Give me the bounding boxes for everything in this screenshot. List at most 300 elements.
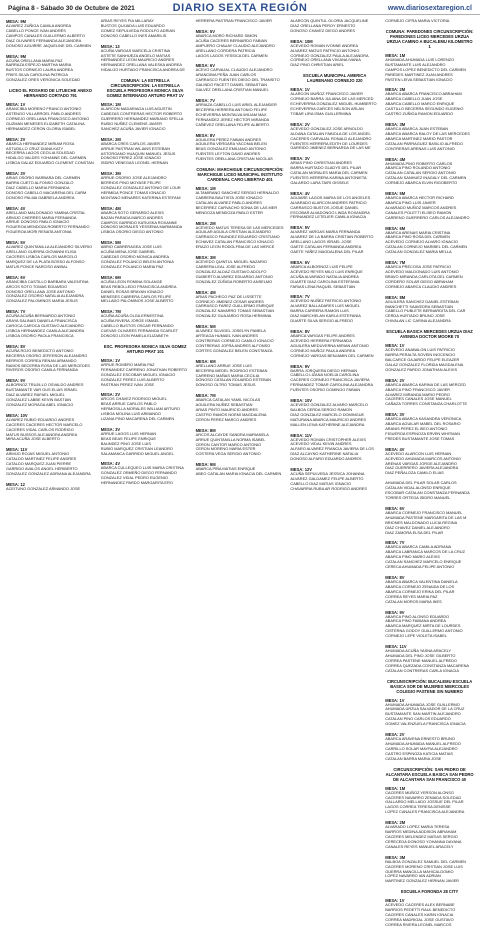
member-name: AHUMADA AHUMADA JOSE GUILLERMO	[385, 701, 460, 707]
page-header	[0, 0, 480, 15]
member-name: ARANCIBIA MORENO FRANCO ANTONIO	[6, 106, 82, 112]
member-name: CARRILLO SOLAR MAYRA ALEJANDRO	[385, 745, 458, 751]
member-name: DUARTE SILVA SERGIO ALFREDO	[290, 318, 354, 324]
mesa-label: MESA: 4V	[100, 461, 121, 467]
member-name: ALFARO ALVAREZ FRANCIA JAVIERA DE LOS	[290, 446, 374, 452]
mesa-label: MESA: 1M	[385, 52, 406, 58]
member-name: LISBOA OSORIO DIEGO ANTONIO	[100, 229, 164, 235]
member-name: ABARCA PINO ALONSO EDUARDO	[385, 613, 450, 619]
mesa-block	[290, 191, 379, 221]
member-name: BIANCHETTI SAAVEDRA SEBASTIAN	[385, 303, 454, 309]
member-name: DANIEL ROSAS BRAYAN IGNACIO	[100, 288, 164, 294]
mesa-label: MESA: 2M	[385, 87, 406, 93]
member-name: CONTRERAS JOFRA ANDRES ALFONSO	[195, 342, 271, 348]
member-name: ACUÑA LEON ROMINA SOLANGE	[100, 278, 163, 284]
member-name: ABARCA ARAVENA ERNESTO BRUNO	[385, 736, 455, 742]
member-name: AHUMADA AHUMADA MANUEL ALFREDO	[385, 741, 461, 746]
member-name: LOPEZ NAVARRO IAN ADRIAN	[385, 873, 441, 879]
mesa-block	[196, 393, 285, 423]
member-name: FREDES BUSTAMANTE JOSE TOMAS	[385, 435, 455, 441]
member-name: GONZALEZ ZÚÑIGA ROBERTO ANSELMO	[195, 278, 273, 284]
mesa-label: MESA: 6M	[385, 225, 406, 231]
member-name: ABARCA CABELLO JUAN JOSE	[385, 96, 443, 102]
member-name: MONTANO MENARES KATERINA ESTEFANI	[100, 194, 181, 200]
member-name: ALVAREZ DE LA BARRA CRISTIAN ROBERTO	[290, 234, 374, 240]
member-name: DONOSO MORALES YESSENIA MARMANDA	[100, 224, 183, 230]
member-name: ALVAREZ MIRANDA MARIO PEDRO	[385, 391, 450, 397]
mesa-block	[290, 467, 379, 492]
member-name: AHUMADA PINO ROBERTO CARLOS	[385, 160, 453, 166]
member-name: ARCOS ALCAYDE SANDRA MARIANELA	[195, 431, 269, 437]
member-name: ACUÑA SEPULVEDA JESSICA JOHANNA	[290, 471, 365, 477]
member-name: LISBOA GALAZ EDUARDO CLEMENT CONSTAN	[6, 160, 94, 166]
mesa-label: MESA: 3V	[6, 171, 26, 177]
member-name: BALCARCE GAJARDO FELIPE ELEAZER	[385, 356, 460, 362]
mesa-label: MESA: 1V	[385, 697, 405, 703]
member-name: ALVAREZ VARGAS MARIA FERNANDA	[290, 229, 361, 235]
member-name: ABARCA SOTO GERARDO ALEXIS	[100, 209, 164, 215]
mesa-block	[6, 482, 95, 492]
member-name: AHUMADA AHUMADA LUIS LORENZO	[385, 56, 455, 62]
mesa-block	[290, 87, 379, 117]
mesa-label: MESA: 11V	[385, 644, 407, 650]
member-name: BERRIOS CORREA RENAN ARMANDO	[6, 357, 77, 363]
member-name: ABARCA CULLEQUEO LUIS MARIA CRISTINA	[100, 465, 184, 471]
mesa-block	[385, 540, 474, 570]
member-name: GONZALEZ PARDO JONATHAN ALEXIS	[385, 366, 458, 372]
mesa-label: MESA: 9M	[6, 53, 27, 59]
member-name: ARRUE LAGOS LUIS HERNAN	[100, 430, 157, 436]
mesa-block	[385, 378, 474, 408]
member-name: ACUÑA ACUÑA OLGA ERNESTINA	[100, 313, 164, 319]
member-name: ACEVEDO ROMAN CRISTOPHER ALEXIS	[290, 436, 366, 442]
member-name: ARRIAZA CABELLO LUIS ARIEL ALEJANDER	[195, 101, 277, 107]
mesa-label: MESA: 5V	[290, 225, 310, 231]
member-name: FIGUEROA MORI RENATA ANTONIA	[6, 229, 72, 235]
member-name: TORRES ORTEGA ISIDRO MANUEL	[385, 495, 451, 500]
member-name: CABELLO LIZANA NOELIA CAROLINA	[290, 372, 359, 378]
member-name: CANALES POLETTI ELISEO RAMON	[385, 209, 452, 215]
mesa-block	[196, 29, 285, 59]
member-name: ACEVEDO REYES MILO LUIS ENRIQUE	[290, 268, 363, 274]
mesa-block	[385, 157, 474, 187]
member-name: ARRUE ROMERO MARIA PAZ	[100, 361, 155, 367]
member-name: DONOSO PEREZ JOSE IGNACIO	[100, 155, 161, 161]
mesa-block	[290, 364, 379, 394]
member-name: ABARCA CABELLO MARCO ENRIQUE	[385, 101, 455, 107]
mesa-label: MESA: 1V	[290, 87, 310, 93]
text-column-4	[290, 19, 379, 933]
member-name: RIVEROS OSORIO CAMILA FERNANDA	[6, 367, 78, 373]
mesa-label: MESA: 2M	[385, 820, 406, 826]
member-name: CABELLO PUBLETE BERNARDITA DEL CAR	[385, 308, 466, 314]
member-name: GONZALEZ POLANCO BELEN ANTONIA	[100, 259, 174, 264]
member-name: AGUILAR AGUILA CRISTIAN ALEJANDRO	[195, 229, 272, 235]
member-name: ARRUE OSORIO JOSE ALEJANDRO	[100, 175, 167, 181]
mesa-label: MESA: 9V	[290, 363, 310, 369]
member-name: BECERRA HERRERA ANTONIO FELIPE	[195, 106, 268, 112]
member-name: ACEITUNO GONZALEZ ARMANDO JOSE	[6, 485, 81, 491]
mesa-label: MESA: 7M	[195, 393, 216, 399]
member-name: CORREA MADRIGAL JOSE GUSTAVO	[385, 916, 454, 922]
member-name: BEAS ARRUE CARLOS PABLO	[100, 401, 157, 407]
member-name: BEAS BEAS FELIPE ENRIQUE	[100, 435, 156, 441]
member-name: ECHAVEZ CATALAN FRANCISCO IGNACIO	[195, 239, 274, 245]
member-name: CORNEJO VARGAS BENJAMIN DEL CARMEN	[290, 352, 374, 358]
member-name: ABARCA CATALAN YAMIL NICOLAS	[195, 397, 261, 403]
member-name: CATALAN BARRA MARIA JOSE	[385, 755, 442, 761]
member-name: CACERES VIDAL CARLOS RODRIGO	[6, 426, 74, 432]
member-name: CERON PEREZ MARCO ANDRES	[195, 416, 257, 422]
mesa-label: MESA: 2M	[100, 136, 121, 142]
member-name: AGUIARE LAGOS MARIA DE LOS ANGELES	[290, 194, 371, 200]
member-name: PASTEN LEIVA SEBASTIAN IGNACIO	[385, 76, 453, 82]
mesa-label: MESA: 8V	[6, 343, 26, 349]
member-name: AHUMADA ACUÑA YASNA ARACELY	[385, 648, 452, 654]
mesa-block	[290, 122, 379, 152]
member-name: DIAZ ALVAREZ RAFAEL MIGUEL	[6, 392, 65, 398]
member-name: ALVAREZ SILVIGEL JOSELYN PAMELA	[195, 328, 266, 334]
member-name: ALVAREZ QUINTANILLA ALEJANDRO SILVERIO	[6, 244, 93, 250]
mesa-block	[6, 344, 95, 374]
mesa-block	[6, 309, 95, 339]
member-name: ALVAREZ BALLADARES LUIS MIGUEL	[290, 303, 360, 309]
mesa-label: MESA: 5M	[385, 191, 406, 197]
member-name: MALLEN LEIVA KATHERINE ALEJANDRA	[290, 421, 365, 427]
member-name: LISBOA OSORIO PAOLA FRANCISCA	[6, 332, 74, 338]
mesa-label: MESA: 4V	[6, 205, 26, 211]
mesa-block	[101, 44, 190, 74]
member-name: LISBOA MOLINA LUIS ARMANDO	[100, 411, 161, 417]
member-name: LAGOS CORREA TERESA DENISSE	[385, 804, 451, 810]
member-name: GONZALEZ LABBE KEVIN BASTIAN	[6, 397, 72, 403]
member-name: DONOSO ALFARO EDUARDO ANDRES	[290, 456, 362, 462]
mesa-block	[196, 255, 285, 285]
member-name: CACERES CACERES HECTOR MARCELO	[6, 421, 83, 427]
member-name: ARMIJO ROJAS MIGUEL ANTONIO	[6, 451, 70, 457]
mesa-label: MESA: 2V	[290, 121, 310, 127]
member-name: ALVARADO LOPEZ MARIA TERESA	[385, 824, 450, 830]
mesa-block	[196, 359, 285, 389]
mesa-label: MESA: 1M	[385, 785, 406, 791]
member-name: AMPUERO CHAUAY CLAUDIO ALEJANDRO	[195, 42, 275, 48]
member-name: SALAMANCA GARRIDO MIGUEL ANGEL	[100, 450, 174, 456]
member-name: ABARCA ABARCA HECTOR RICHARD	[385, 195, 454, 201]
member-name: CAÑAZA TORRES CONSTANZA CHARLOTTE	[385, 401, 468, 407]
member-name: DONOSO OLTRO TOMAS JESUS	[195, 382, 256, 388]
member-name: CORTES GONZALEZ BELEN CONSTANZA	[195, 347, 273, 353]
member-name: CARRENO MAÑAS MARIA CECILIA	[195, 372, 260, 378]
member-name: ABARCA ABARCA KASANDRA VERONICA	[385, 416, 462, 422]
member-name: HERMIDA PONCE TOMAS IGNACIO	[100, 189, 166, 195]
member-name: ABARCA PRECOSA JOSE PATRICIO	[385, 264, 451, 270]
member-name: GAETE CATALAN FERNANDA ANDREA	[290, 244, 362, 250]
mesa-block	[385, 481, 474, 501]
member-name: GONZALEZ GONZALEZ ADRIANA ALEJANDRA	[6, 471, 91, 476]
polling-place-heading: LICEO EL ROSARIO DE LITUECHE ANEXO HERNANDO CORTADO 791	[8, 88, 92, 99]
mesa-label: MESA: 7M	[100, 309, 121, 315]
member-name: CASTILLO BECERRA SEGUNDO EUGENIO	[385, 106, 464, 112]
member-name: CATALAN CONTRERAS CARLA IGNACIA	[385, 667, 459, 673]
member-name: CORREA QUEZADA CONSTANZA MACARENA	[385, 662, 469, 668]
mesa-block	[290, 433, 379, 463]
member-name: ABARCA ALBORNOZ LUIS FELIPE	[290, 263, 353, 269]
mesa-block	[6, 275, 95, 305]
member-name: MIRA ACUÑA JOSE ALBERTO	[6, 436, 60, 442]
polling-place-heading: CIRCUNSCRIPCIÓN: BUCALEMU ESCUELA BASICA SOR DE MUJERES MIERCOLES COLEGIO PASTENE SIN NUMERO	[386, 678, 473, 694]
member-name: FUENTES ORELLANA CRISTIAN NICOLAS	[195, 156, 273, 162]
member-name: GUERRERO HERNANDEZ MARIANO SFELLA	[100, 115, 184, 121]
member-name: ALBORNOZ TRUJILLO OSVALDO ANDRES	[6, 382, 84, 388]
member-name: HIDALGO HURTADO FRANCISCA ANDREA DE	[100, 67, 185, 73]
member-name: CASTRO ZUÑIGA RAMON EDUARDO	[385, 111, 454, 117]
member-name: CORNEJO ABARCA CLAUDIO ANDRES	[385, 283, 457, 289]
member-name: ACEVEDO MATUS TERESA DE LAS MERCEDES	[195, 224, 284, 230]
mesa-label: MESA: 10V	[290, 398, 313, 404]
member-name: DIAZ ZAMORA ELSA DEL PILAR	[385, 529, 444, 535]
member-name: ACEVEDO ALARCON LUIS HERNAN	[385, 450, 452, 456]
member-name: BALBOA CERDA SERGIO RAMON	[290, 406, 353, 412]
member-name: BARRAZA ESPEJO MARTHA MARIA	[6, 62, 72, 68]
member-name: ACEVEDO GONZALEZ ALVARO MARCELO	[290, 402, 368, 408]
mesa-block	[101, 206, 190, 236]
member-name: CACERES NAVARRO ZENAIDA SOLEDAD	[385, 794, 462, 800]
member-name: GOMEZ SEPULVEDA RODOLFO ADRIAN	[100, 27, 175, 33]
mesa-label: MESA: 3V	[385, 412, 405, 418]
mesa-label: MESA: 6M	[195, 358, 216, 364]
member-name: ACUÑA ROJO BENEDICTO ANTONIO	[6, 347, 74, 353]
member-name: CABEZAS CONTRERAS HECTOR ROBERTO	[100, 111, 183, 117]
mesa-block	[385, 898, 474, 928]
mesa-block	[196, 428, 285, 458]
member-name: ACEVEDO AHUMADA MARCOS ANTONIO	[385, 455, 461, 461]
polling-place-heading: COMUNA: PAREDONES CIRCUNSCRIPCIÓN: PAREDONES LICEO MERCEDES URZUA URZUA CAMINO A BUCALEMU KILOMETRO 1	[385, 28, 474, 49]
member-name: CATALAN SANHUEZ INAGALY DEL CARMEN	[385, 175, 467, 181]
member-name: BARRA HURTADO GLADYS DEL PILAR	[290, 165, 362, 171]
polling-place-heading: ESCUELA FORONDA 28 CITY	[400, 889, 459, 895]
mesa-block	[196, 63, 285, 93]
member-name: BALBOA GONZALEZ SAMUEL DEL CARMEN	[385, 858, 466, 864]
member-name: CAMPOS GARRIDO KATIUSKA ROXANNE	[100, 219, 178, 225]
member-name: LISBOA HERNANDEZ CAMILA ALEJANDRA	[6, 327, 85, 333]
member-name: DIAZ GUERRERO JAVIERA ALEJANDRA	[385, 465, 459, 471]
mesa-block	[6, 102, 95, 132]
member-name: DIAZ CABELLO MARIA FERNANDA	[6, 184, 70, 190]
member-name: CISTERNA GODOY GUILLERMO ANTONIO	[385, 628, 463, 634]
mesa-label: MESA: 7V	[385, 540, 405, 546]
mesa-block	[6, 137, 95, 167]
member-name: BARROS MEDINA ADDISON ABRAHAM	[385, 829, 457, 835]
mesa-block	[385, 506, 474, 536]
member-name: BAUNDEZ PINO JOSE LUIS	[100, 440, 151, 446]
member-name: CORNEJO GONZALEZ PAULA ALEJANDRA	[290, 52, 369, 58]
member-name: CATALAN PINO CARLOS EDUARDO	[385, 716, 451, 722]
member-name: DIAZ GONZALEZ MARCELO DOMINGUE	[290, 411, 365, 417]
member-name: CERON CANTOR MARCO ANTONIO	[195, 441, 262, 447]
member-name: ARELLANO GUERRA GIOVANNI ELISA	[6, 249, 77, 255]
member-name: MATURANA ABARCA MAURICIO ANDRES	[290, 416, 366, 422]
member-name: MATUS PONCE NARCISO ANIBAL	[6, 263, 68, 269]
member-name: ARRUE QUINTANILLA NORMA ISABEL	[195, 436, 266, 442]
mesa-block	[385, 855, 474, 885]
member-name: ARIAS PINTO MAURICIO ANDRES	[195, 407, 258, 413]
member-name: ERAZO LEON RODOLFINA DE LAS MERCE	[195, 244, 275, 250]
member-name: ARENAS VARGAS JORGE ALEJANDRO	[385, 460, 457, 466]
member-name: CATALDO MARQUEZ JUAN PIERRE	[6, 461, 72, 467]
member-name: ALARCON MADARIAGA LUIS AGUSTIN	[100, 106, 172, 112]
member-name: GONZALEZ POLANCO MARIA PAZ	[100, 263, 164, 269]
member-name: GONZALEZ GUAJARDO ROSA HERMINIA	[195, 313, 272, 319]
member-name: DIAZ ORELLANA PEROY ERNESTO	[290, 22, 356, 28]
member-name: CATALDO MARTINEZ FELIPE ANDRES	[6, 456, 77, 462]
member-name: ACEVEDO CORNEJO ALVARO IGNACIO	[385, 239, 458, 245]
mesa-block	[101, 392, 190, 422]
member-name: DUARTE DIAZ CAROLINA ESTEFANIA	[290, 278, 360, 284]
member-name: GUZMAN MENESES ELIZABETH CATALINA	[6, 120, 85, 126]
member-name: ARIAS OSORIO BARBARA DEL CARMEN	[6, 175, 81, 181]
member-name: GONZALEZ ORMEÑO DIEGO FERNANDO	[100, 470, 177, 476]
mesa-block	[385, 820, 474, 850]
member-name: CHIVALAN LIC CARINA ALEJANDRA	[385, 318, 451, 324]
member-name: BECERRA OSORIO JEFERSON ALEJANDRO	[6, 352, 88, 358]
mesa-block	[385, 786, 474, 816]
member-name: ABARCA ABARCA KARINA DE LAS MERCED	[385, 381, 466, 387]
member-name: ABARCA MARQUEZ MIRTA DE LOURDES	[385, 623, 461, 629]
mesa-block	[290, 19, 379, 34]
member-name: ABARCA PINO LUIS JAVIER	[385, 199, 436, 205]
mesa-block	[6, 413, 95, 443]
member-name: CORNEJO MUÑOZ PAULA ANDREA	[290, 347, 356, 353]
member-name: BUSTAMANTE VAR GUS ELIAS ISRAEL	[6, 387, 78, 393]
mesa-block	[6, 378, 95, 408]
member-name: CABRERA LEAL JOSE ALFREDO	[195, 264, 256, 269]
member-name: ARANIS PEREZ ELISEO ANTONIO	[385, 426, 448, 432]
member-name: ALVARADO ALARCON ANDRES PATRICIO	[290, 199, 367, 205]
member-name: DIAZ PEÑALOZA CAMILO ELIAS	[385, 470, 444, 476]
member-name: CORNEJO CIFRA MARIA VICTORIA	[385, 18, 450, 23]
text-column-2	[101, 19, 190, 933]
mesa-label: MESA: 7V	[195, 97, 215, 103]
member-name: GONZALEZ PEREZ LUIS ALBERTO	[100, 376, 165, 382]
member-name: GAETE YAÑEZ MAGDALENA DEL PILAR	[290, 249, 364, 254]
member-name: CORNEJO LEPE VIOLETA ISABEL	[385, 633, 447, 639]
member-name: BEAS REBOLLEDO FRANCISCA ANDREA	[100, 283, 177, 289]
member-name: ARANCIBIA PEÑA JUAN CARLOS	[195, 72, 257, 78]
member-name: CATALAN MORALES MARIA DEL CARMEN	[290, 170, 368, 176]
member-name: CAMPOS CANALES GUILLERMO ALBERTO	[6, 32, 85, 38]
member-name: ARANCIBIA CASTILLO BARBARA VALENTINA	[6, 278, 89, 284]
masthead-title: DIARIO SEXTA REGIÓN	[172, 2, 308, 14]
member-name: ARIAS PINO CHRISTIAN ANDRES	[290, 160, 352, 166]
member-name: HIDALGO VALDES YOHANNE DEL CARMEN	[6, 155, 87, 161]
member-name: AGUILERA MEDUVERNA MIRIAN ANTONIO	[290, 342, 369, 348]
member-name: GONZALEZ ALDAZ GUSTAVO ADOLFO	[195, 268, 267, 274]
member-name: MENESES CABRERA CARLOS FELIPE	[100, 293, 172, 299]
member-name: DONOSO CABELLO INES AMARILIS	[100, 32, 167, 38]
mesa-block	[101, 240, 190, 270]
member-name: CARRASCO BUSTOS JOSUE DANIEL	[290, 204, 359, 210]
member-name: LIZANA PINO MACARENA DEL CARMEN	[100, 416, 175, 422]
mesa-block	[385, 412, 474, 442]
member-name: BRIONES MALDONADO LUCIA REGINA	[385, 519, 458, 525]
mesa-label: MESA: 8M	[385, 294, 406, 300]
mesa-label: MESA: 4M	[385, 156, 406, 162]
site-url[interactable]: www.diariosextaregion.cl	[387, 4, 472, 12]
text-column-1	[6, 19, 95, 933]
member-name: ASTETE SANHUEZA ANGELO MATIAS	[100, 52, 171, 58]
mesa-label: MESA: 9M	[6, 19, 27, 24]
member-name: GONZALEZ PALOMINOS MARIA JESUS	[6, 298, 78, 304]
mesa-block	[196, 19, 285, 24]
mesa-label: MESA: 9V	[385, 609, 405, 615]
member-name: BARRA JORQUERA DIEGO HERNAN	[290, 367, 358, 373]
mesa-label: MESA: 7M	[385, 260, 406, 266]
voter-list-columns	[0, 15, 480, 927]
page-date: Página 8 - Sábado 30 de Octubre de 2021	[8, 4, 135, 12]
member-name: GONZALEZ NAVARRO TOMAS SEBASTIAN	[195, 308, 274, 314]
mesa-block	[385, 295, 474, 325]
member-name: FERNANDEZ JEREZ HECTOR MIRANDA	[195, 116, 270, 122]
mesa-block	[101, 461, 190, 486]
member-name: FIGUEROA ESPINOZA ERVEN WHITMAN	[385, 430, 460, 436]
member-name: CATALAN CATALAN SERGIO ANTONIO	[385, 170, 456, 176]
mesa-label: MESA: 3M	[385, 121, 406, 127]
member-name: ACUÑA RIVERA JORGE ISMAEL	[100, 318, 160, 324]
member-name: DONOSO AGUIRRE JAQUELINE DEL CARMEN	[6, 42, 92, 48]
mesa-block	[385, 447, 474, 477]
member-name: HERNANDEZ ORELLANA VALESKA ANDREA	[100, 62, 183, 68]
member-name: BARRA PERALTA SOVEIN INOCENCIO	[385, 352, 456, 358]
polling-place-heading: COMUNA: MARCHIGUE CIRCUNSCRIPCIÓN: MARCHIGUE LICEO MUNICIPAL INSTITUTO CARDENAL CARO LIBERTAD 401	[196, 167, 284, 183]
member-name: ABARCA PINO ROLANDO ANTONIO	[385, 165, 451, 171]
member-name: ACEVEDO VIDAL KEVIN ANDRES	[290, 441, 352, 447]
member-name: MARTINEZ GONZALEZ HERNAN JAVIER	[385, 878, 459, 884]
member-name: CORNEJO ABARCA ELVIN RIGOBERTO	[385, 180, 458, 186]
member-name: AGUILERA VERGARA YACONIA BELEN	[195, 141, 267, 147]
member-name: AHUMADA PASTENE MARGARITA DE LAS M	[385, 514, 467, 520]
member-name: ECHEVERRIA MONTALVA WILIAM MAX	[195, 111, 267, 117]
member-name: FERNANDEZ CARRENO JONATHAN ROBERTO	[100, 366, 188, 372]
mesa-label: MESA: 4M	[195, 289, 216, 295]
mesa-block	[385, 122, 474, 152]
mesa-block	[385, 260, 474, 290]
member-name: CACERES CORNEJO FRANCISCA JAVIERA	[290, 377, 370, 383]
mesa-block	[101, 19, 190, 39]
mesa-block	[385, 226, 474, 256]
mesa-block	[385, 575, 474, 605]
mesa-label: MESA: 6V	[195, 63, 215, 69]
member-name: MENDOZA MENDOZA PABLO ESTER	[195, 209, 263, 215]
member-name: HERMOSILLA MORALES WILLIAM ARTURO	[100, 406, 181, 412]
member-name: CATALAN ALVAREZ PABLO ANDRES	[195, 199, 262, 205]
member-name: HERNANDEZ PARDO MARGARITA ERO	[100, 480, 173, 486]
mesa-label: MESA: 5M	[195, 324, 216, 330]
mesa-label: MESA: 1V	[385, 898, 405, 904]
mesa-label: MESA: 6V	[6, 274, 26, 280]
mesa-label: MESA: 10M	[290, 38, 313, 44]
member-name: CHAVARRIA RUBILAR RODRIGO ANDRES	[290, 485, 367, 491]
member-name: DIAZ PINO CHRISTIAN ARIEL	[290, 62, 345, 68]
member-name: ARRUE PASTRAN WILIANS ESTEBAN	[100, 145, 170, 151]
member-name: CATALAN GONZALEZ MARIA MELLA	[385, 249, 452, 255]
member-name: CORNEJO BARRA JULIANA DE LAS MERCED	[290, 96, 374, 102]
mesa-block	[290, 294, 379, 324]
mesa-label: MESA: 5V	[195, 28, 215, 34]
mesa-block	[385, 191, 474, 221]
member-name: DIAZ OLIVARES FERNANDA ALEJANDRA	[6, 37, 82, 43]
member-name: ALVARADO MUÑOZ MARCOS ANDRES	[385, 204, 457, 210]
member-name: ABARCA LABRANCA MARCOS DE LA CRUZ	[385, 549, 465, 555]
